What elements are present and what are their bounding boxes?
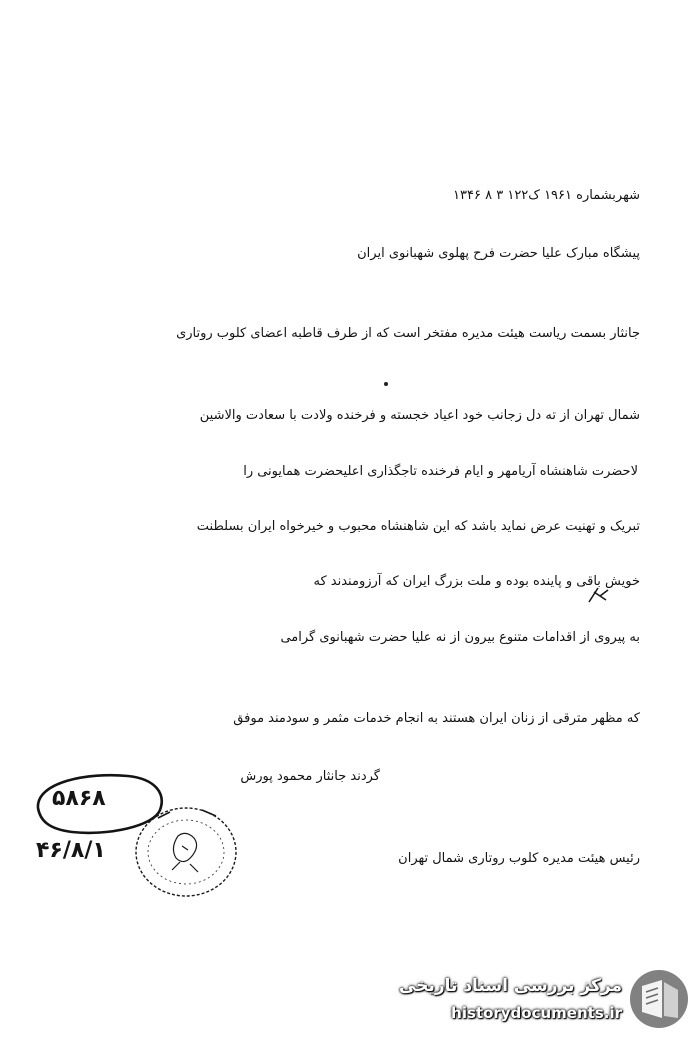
watermark-url: historydocuments.ir: [451, 1004, 622, 1022]
registry-number: ۵۸۶۸: [52, 786, 106, 811]
addressee-line: پیشگاه مبارک علیا حضرت فرح پهلوی شهبانوی ایران: [357, 246, 640, 261]
ink-dot: [384, 382, 388, 386]
archive-logo-icon: [628, 968, 690, 1030]
reference-number-line: شهربشماره ۱۹۶۱ ک۱۲۲ ۳ ۸ ۱۳۴۶: [453, 188, 640, 203]
watermark-title: مرکز بررسی اسناد تاریخی: [399, 976, 622, 996]
body-line: جانثار بسمت ریاست هیئت مدیره مفتخر است که از طرف قاطبه اعضای کلوب روتاری: [176, 326, 640, 341]
registry-date: ۴۶/۸/۱: [36, 838, 106, 863]
archive-watermark: [399, 968, 694, 1034]
round-seal-stamp: [128, 800, 248, 900]
signatory-title-line: رئیس هیئت مدیره کلوب روتاری شمال تهران: [398, 851, 640, 866]
body-line: لاحضرت شاهنشاه آریامهر و ایام فرخنده تاجگذاری اعلیحضرت همایونی را: [243, 464, 638, 479]
body-line: تبریک و تهنیت عرض نماید باشد که این شاهنشاه محبوب و خیرخواه ایران بسلطنت: [196, 519, 640, 534]
closing-line: که مظهر مترقی از زنان ایران هستند به انجام خدمات مثمر و سودمند موفق: [233, 711, 640, 726]
body-line: شمال تهران از ته دل زجانب خود اعیاد خجسته و فرخنده ولادت با سعادت والاشین: [199, 408, 640, 423]
pen-mark: [586, 584, 612, 606]
body-line: خویش باقی و پاینده بوده و ملت بزرگ ایران که آرزومندند که: [313, 574, 640, 589]
signature-line: گردند جانثار محمود پورش: [240, 769, 380, 784]
body-line: به پیروی از اقدامات متنوع بیرون از نه علیا حضرت شهبانوی گرامی: [280, 630, 640, 645]
